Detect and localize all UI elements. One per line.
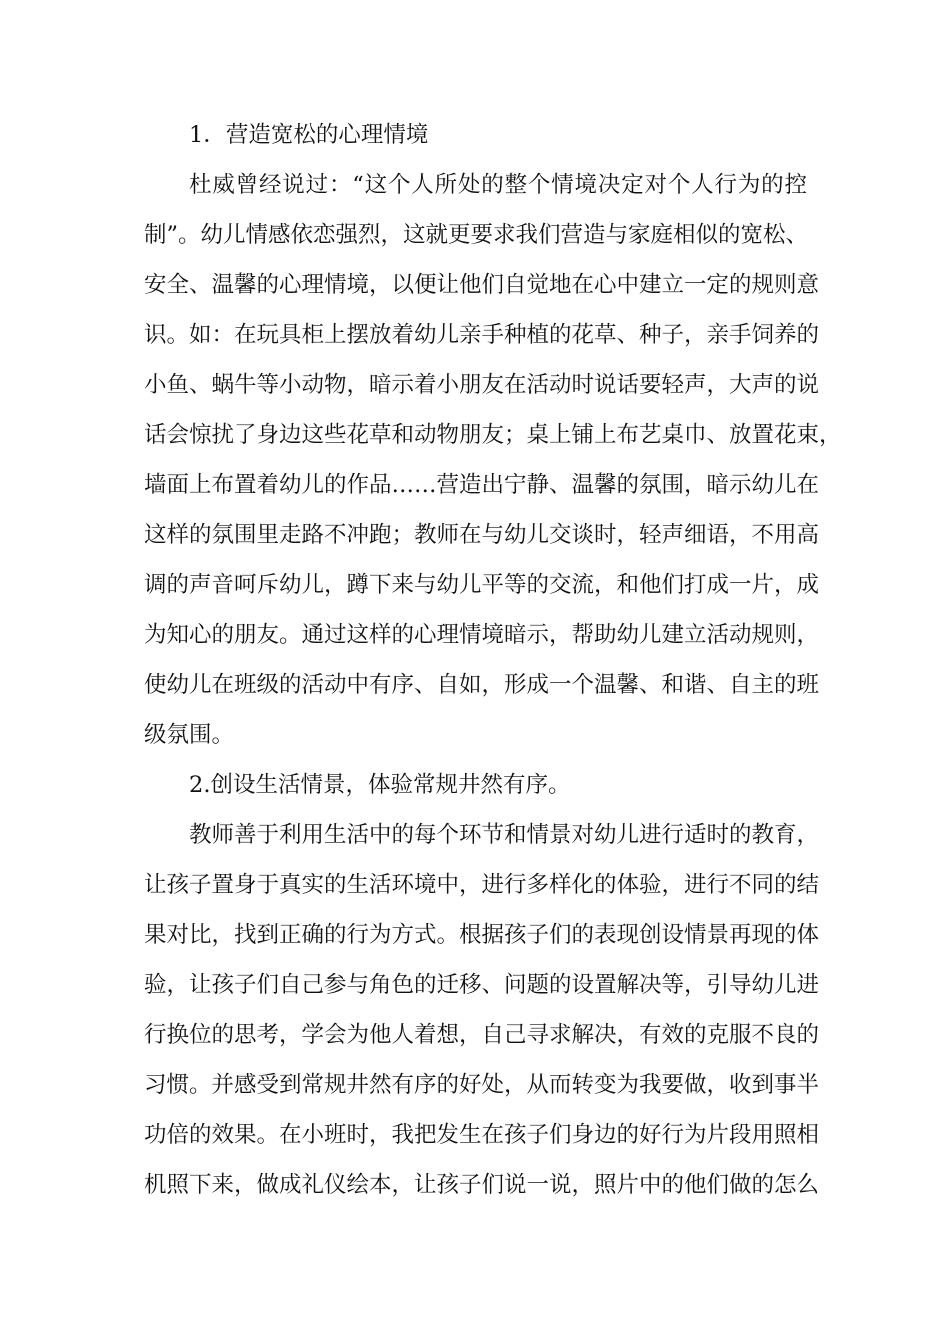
paragraph-2-line-2: 让孩子置身于真实的生活环境中，进行多样化的体验，进行不同的结: [144, 872, 820, 898]
paragraph-1-line-5: 小鱼、蜗牛等小动物，暗示着小朋友在活动时说话要轻声，大声的说: [144, 372, 820, 398]
paragraph-1-line-1: 杜威曾经说过：“这个人所处的整个情境决定对个人行为的控: [189, 172, 807, 198]
paragraph-1-line-8: 这样的氛围里走路不冲跑；教师在与幼儿交谈时，轻声细语，不用高: [144, 522, 820, 548]
paragraph-1-line-3: 安全、温馨的心理情境，以便让他们自觉地在心中建立一定的规则意: [144, 272, 820, 298]
paragraph-2-line-6: 习惯。并感受到常规井然有序的好处，从而转变为我要做，收到事半: [144, 1072, 820, 1098]
paragraph-1-line-11: 使幼儿在班级的活动中有序、自如，形成一个温馨、和谐、自主的班: [144, 672, 820, 698]
section-heading-2: 2.创设生活情景，体验常规井然有序。: [189, 772, 571, 798]
paragraph-1-line-4: 识。如：在玩具柜上摆放着幼儿亲手种植的花草、种子，亲手饲养的: [144, 322, 820, 348]
paragraph-2-line-4: 验，让孩子们自己参与角色的迁移、问题的设置解决等，引导幼儿进: [144, 972, 820, 998]
paragraph-2-line-5: 行换位的思考，学会为他人着想，自己寻求解决，有效的克服不良的: [144, 1022, 820, 1048]
paragraph-1-line-9: 调的声音呵斥幼儿，蹲下来与幼儿平等的交流，和他们打成一片，成: [144, 572, 820, 598]
paragraph-2-line-8: 机照下来，做成礼仪绘本，让孩子们说一说，照片中的他们做的怎么: [144, 1172, 820, 1198]
paragraph-2-line-1: 教师善于利用生活中的每个环节和情景对幼儿进行适时的教育，: [189, 822, 820, 848]
paragraph-1-line-12: 级氛围。: [144, 722, 235, 748]
paragraph-2-line-7: 功倍的效果。在小班时，我把发生在孩子们身边的好行为片段用照相: [144, 1122, 820, 1148]
paragraph-1-line-10: 为知心的朋友。通过这样的心理情境暗示，帮助幼儿建立活动规则，: [144, 622, 820, 648]
paragraph-2-line-3: 果对比，找到正确的行为方式。根据孩子们的表现创设情景再现的体: [144, 922, 820, 948]
section-heading-1: 1．营造宽松的心理情境: [189, 122, 429, 148]
paragraph-1-line-2: 制”。幼儿情感依恋强烈，这就更要求我们营造与家庭相似的宽松、: [144, 222, 809, 248]
paragraph-1-line-7: 墙面上布置着幼儿的作品……营造出宁静、温馨的氛围，暗示幼儿在: [144, 472, 820, 498]
paragraph-1-line-6: 话会惊扰了身边这些花草和动物朋友；桌上铺上布艺桌巾、放置花束，: [144, 422, 842, 448]
